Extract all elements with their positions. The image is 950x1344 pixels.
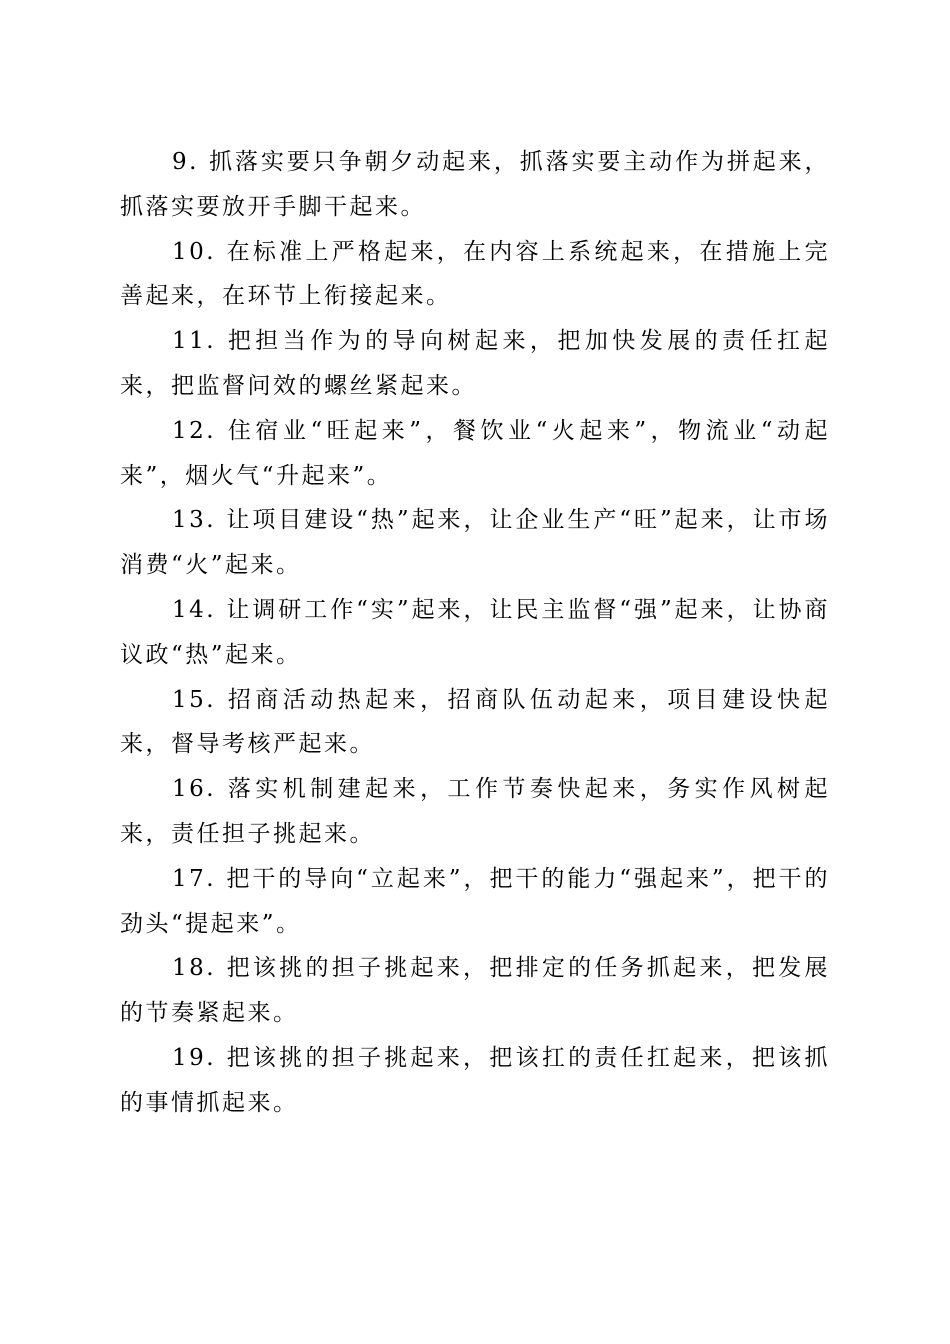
paragraph-9: 9. 抓落实要只争朝夕动起来，抓落实要主动作为拼起来，抓落实要放开手脚干起来。 — [120, 149, 830, 220]
document-body — [120, 140, 830, 1126]
paragraph-10: 10. 在标准上严格起来，在内容上系统起来，在措施上完善起来，在环节上衔接起来。 — [120, 238, 830, 310]
paragraph-15: 15. 招商活动热起来，招商队伍动起来，项目建设快起来，督导考核严起来。 — [120, 686, 830, 758]
paragraph-18: 18. 把该挑的担子挑起来，把排定的任务抓起来，把发展的节奏紧起来。 — [120, 955, 830, 1027]
paragraph-19: 19. 把该挑的担子挑起来，把该扛的责任扛起来，把该抓的事情抓起来。 — [120, 1044, 830, 1116]
paragraph-16: 16. 落实机制建起来，工作节奏快起来，务实作风树起来，责任担子挑起来。 — [120, 776, 830, 847]
paragraph-11: 11. 把担当作为的导向树起来，把加快发展的责任扛起来，把监督问效的螺丝紧起来。 — [120, 328, 830, 399]
paragraph-14: 14. 让调研工作“实”起来，让民主监督“强”起来，让协商议政“热”起来。 — [120, 596, 830, 668]
paragraph-12: 12. 住宿业“旺起来”，餐饮业“火起来”，物流业“动起来”，烟火气“升起来”。 — [120, 417, 830, 489]
paragraph-13: 13. 让项目建设“热”起来，让企业生产“旺”起来，让市场消费“火”起来。 — [120, 507, 830, 579]
paragraph-17: 17. 把干的导向“立起来”，把干的能力“强起来”，把干的劲头“提起来”。 — [120, 865, 830, 937]
